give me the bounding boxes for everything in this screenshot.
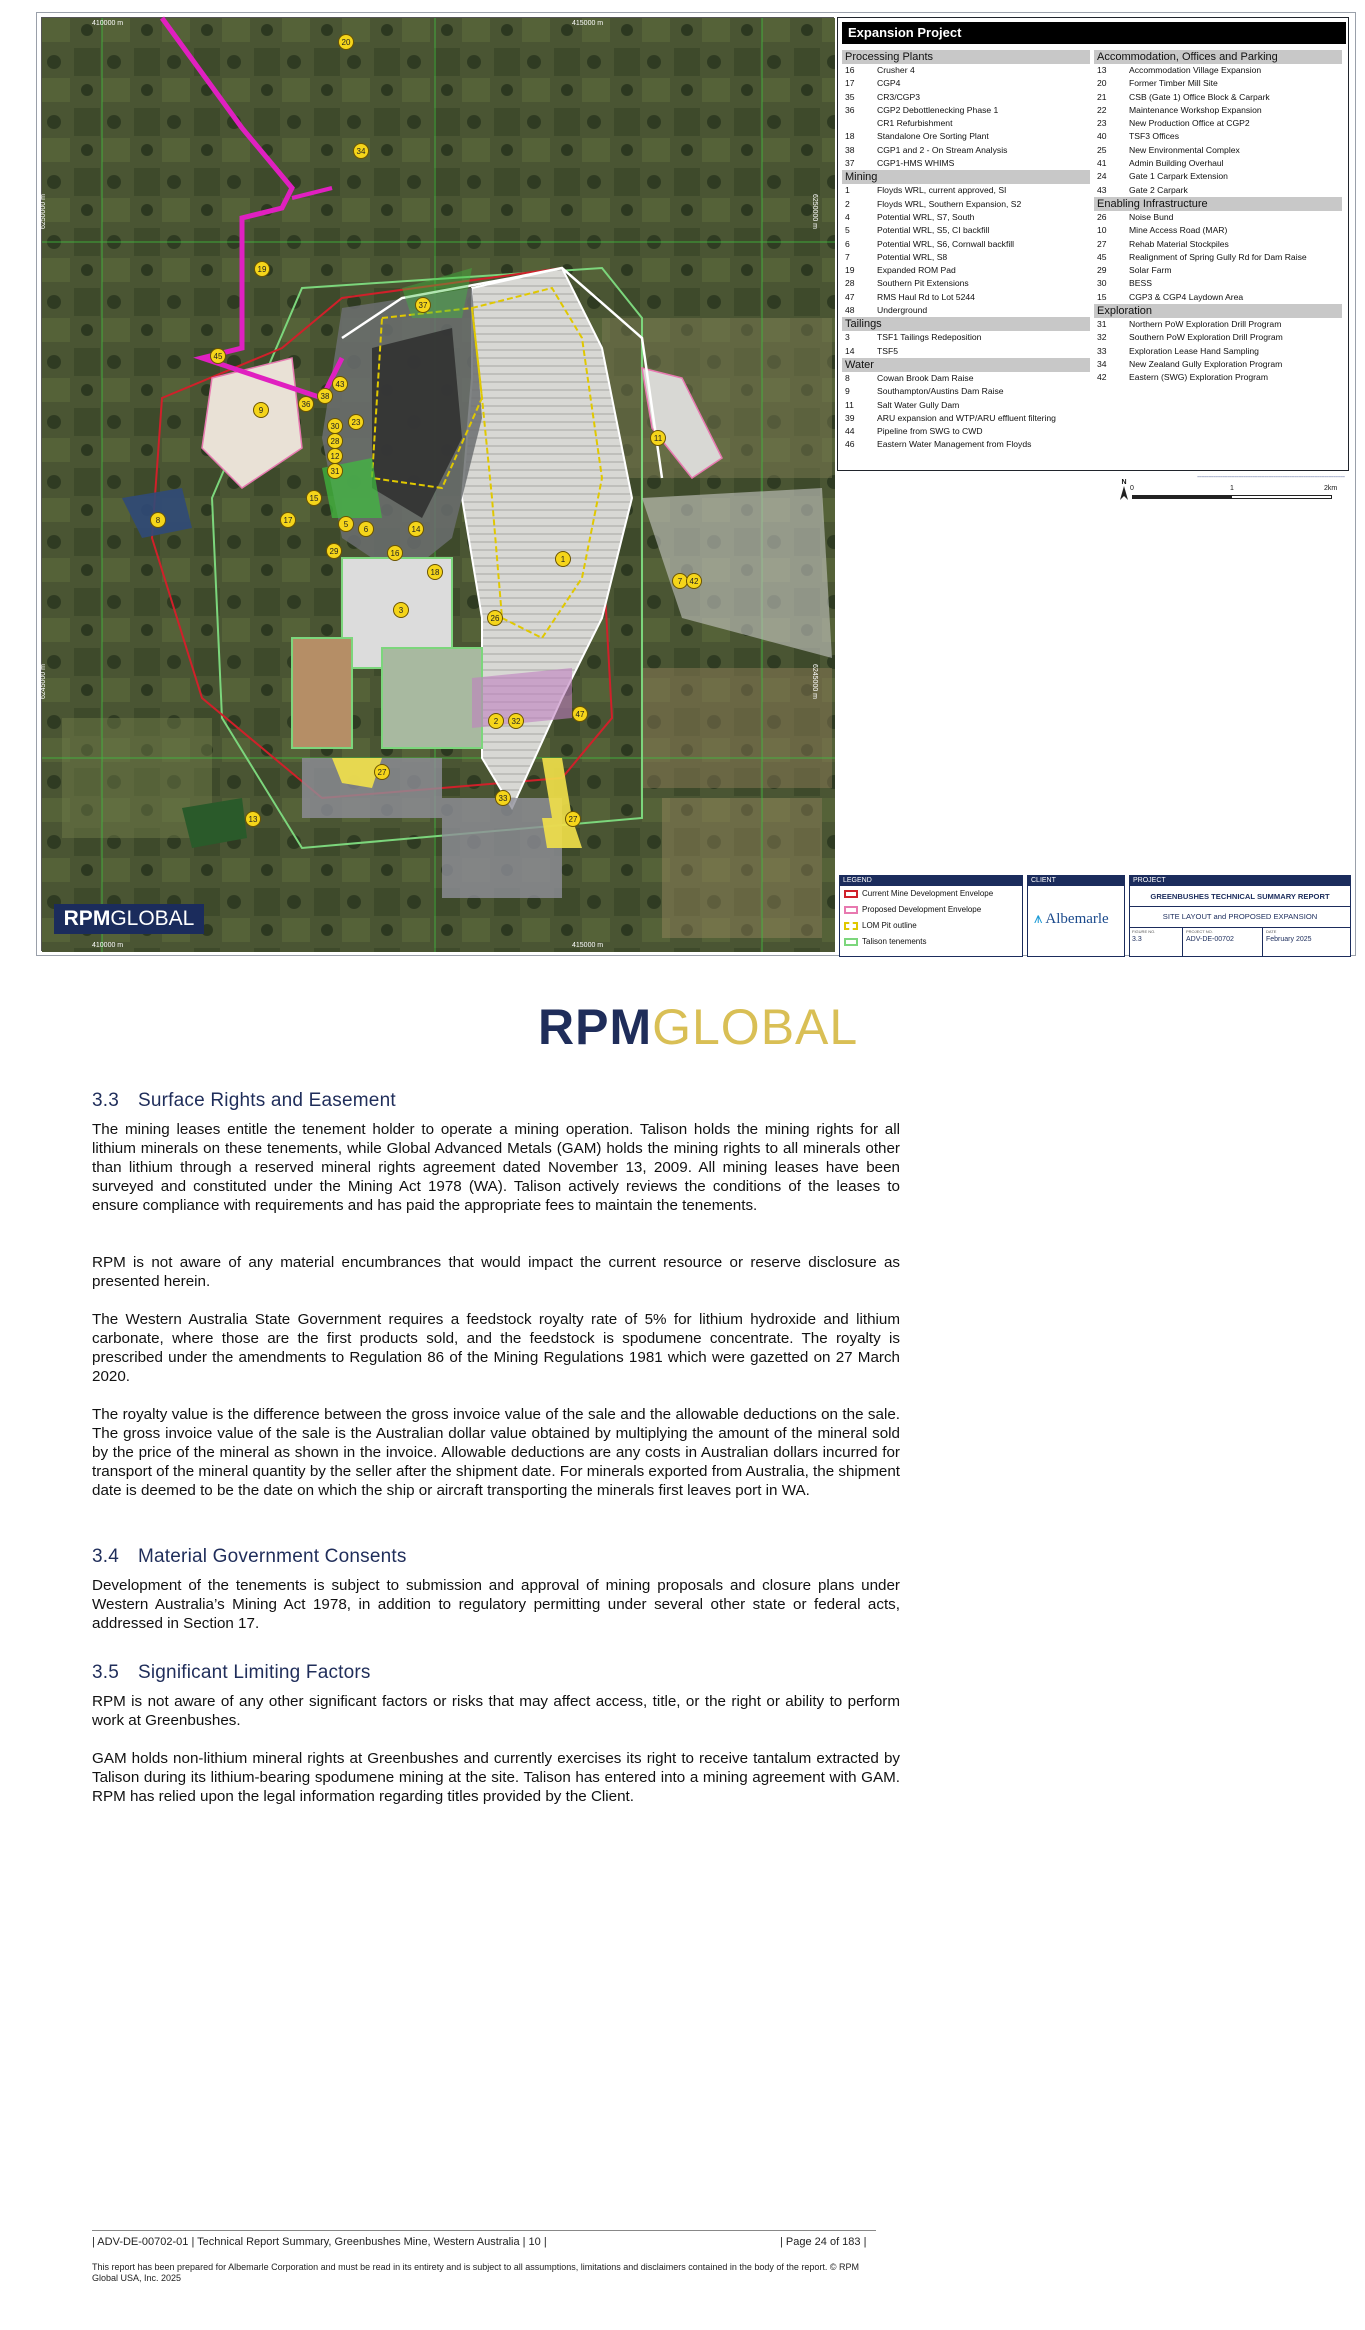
legend-item-label: Admin Building Overhaul — [1129, 158, 1224, 169]
legend-swatch-row — [840, 902, 1022, 918]
map-marker: 3 — [393, 602, 409, 618]
map-marker: 14 — [408, 521, 424, 537]
legend-item — [1094, 345, 1342, 358]
north-label: N — [1121, 479, 1127, 486]
paragraph: The royalty value is the difference between the gross invoice value of the sale and the allowable deductions on the sale. The gross invoice value of the sale is the Australian dollar value obtained by multiplying the amount of the mineral sold by the price of the mineral as shown in the invoice. Allowable deductions are any costs in Australian dollars incurred for transport of the mineral quantity by the seller after the shipment date. For minerals exported from Australia, the shipment date is deemed to be the date on which the ship or aircraft transporting the minerals first leaves port in WA. — [92, 1406, 900, 1499]
scale-mid: 1 — [1230, 485, 1234, 492]
legend-item — [842, 264, 1090, 277]
map-marker: 6 — [358, 521, 374, 537]
legend-item-number: 26 — [1097, 211, 1107, 222]
legend-title: Expansion Project — [842, 22, 1346, 44]
legend-swatch — [844, 922, 858, 930]
legend-item-number: 17 — [845, 78, 855, 89]
legend-item-label: Mine Access Road (MAR) — [1129, 225, 1228, 236]
legend-item-label: Exploration Lease Hand Sampling — [1129, 345, 1259, 356]
legend-section-header: Mining — [842, 170, 1090, 184]
legend-item-number: 22 — [1097, 104, 1107, 115]
legend-item-label: TSF3 Offices — [1129, 131, 1179, 142]
paragraph: RPM is not aware of any material encumbrances that would impact the current resource or reserve disclosure as presented herein. — [92, 1254, 900, 1290]
section-heading-3-5 — [92, 1662, 371, 1684]
title-block-divider — [1182, 928, 1183, 956]
legend-item-label: New Environmental Complex — [1129, 144, 1240, 155]
coord-right-lower: 6245000 m — [811, 663, 819, 700]
legend-item — [842, 425, 1090, 438]
legend-item — [1094, 318, 1342, 331]
legend-item-number: 6 — [845, 238, 850, 249]
legend-item-label: Accommodation Village Expansion — [1129, 65, 1262, 75]
section-title: Significant Limiting Factors — [138, 1662, 371, 1683]
legend-item-label: Potential WRL, S6, Cornwall backfill — [877, 238, 1015, 249]
legend-item-label: Crusher 4 — [877, 65, 915, 75]
legend-item-number: 16 — [845, 65, 855, 75]
figure-side-panel — [837, 17, 1351, 951]
legend-item — [1094, 358, 1342, 371]
legend-item-number: 19 — [845, 265, 855, 276]
legend-item-number: 1 — [845, 185, 850, 196]
legend-item — [842, 331, 1090, 344]
legend-item-label: Eastern (SWG) Exploration Program — [1129, 372, 1268, 383]
map-marker: 1 — [555, 551, 571, 567]
legend-item — [1094, 251, 1342, 264]
map-marker: 45 — [210, 348, 226, 364]
legend-item-label: CGP1 and 2 - On Stream Analysis — [877, 144, 1008, 155]
legend-item-label: Eastern Water Management from Floyds — [877, 439, 1032, 450]
title-block-project — [1129, 875, 1351, 957]
date-label: DATE — [1266, 929, 1277, 934]
legend-item-number: 42 — [1097, 372, 1107, 383]
section-heading-3-4 — [92, 1546, 407, 1568]
legend-item-label: Potential WRL, S7, South — [877, 211, 975, 222]
legend-item — [1094, 170, 1342, 183]
legend-item-number: 30 — [1097, 278, 1107, 289]
coord-top-left: 410000 m — [92, 20, 124, 27]
legend-item — [842, 104, 1090, 117]
map-marker: 13 — [245, 811, 261, 827]
legend-item — [1094, 371, 1342, 384]
legend-item — [842, 438, 1090, 451]
legend-section-header: Tailings — [842, 317, 1090, 331]
legend-item — [842, 251, 1090, 264]
legend-swatch-label: Talison tenements — [862, 937, 927, 946]
legend-item-label: Maintenance Workshop Expansion — [1129, 104, 1262, 115]
scale-start: 0 — [1130, 485, 1134, 492]
scale-bar — [1132, 495, 1332, 499]
legend-item-label: Underground — [877, 305, 928, 316]
legend-item-number: 11 — [845, 399, 854, 410]
map-marker: 36 — [298, 396, 314, 412]
legend-swatch — [844, 906, 858, 914]
legend-item-label: Noise Bund — [1129, 211, 1174, 222]
legend-item-label: CSB (Gate 1) Office Block & Carpark — [1129, 91, 1270, 102]
legend-item-label: Cowan Brook Dam Raise — [877, 372, 974, 383]
legend-item — [842, 77, 1090, 90]
coord-bottom-left: 410000 m — [92, 942, 124, 949]
legend-item-number: 38 — [845, 144, 855, 155]
legend-swatch-label: Current Mine Development Envelope — [862, 889, 994, 898]
map-marker: 2 — [488, 713, 504, 729]
legend-item-number: 27 — [1097, 238, 1107, 249]
legend-item — [1094, 224, 1342, 237]
map-marker: 27 — [374, 764, 390, 780]
coord-bottom-right: 415000 m — [572, 942, 604, 949]
map-marker: 12 — [327, 448, 343, 464]
legend-item-number: 46 — [845, 439, 855, 450]
legend-item — [842, 291, 1090, 304]
legend-item-number: 34 — [1097, 358, 1107, 369]
section-number: 3.3 — [92, 1090, 120, 1111]
legend-item — [842, 399, 1090, 412]
map-marker: 32 — [508, 713, 524, 729]
legend-item-number: 44 — [845, 426, 855, 437]
site-layout-map — [41, 17, 834, 951]
footer-page-number: | Page 24 of 183 | — [780, 2236, 867, 2248]
legend-item — [842, 277, 1090, 290]
title-block-client — [1027, 875, 1125, 957]
section-number: 3.4 — [92, 1546, 120, 1567]
map-marker: 9 — [253, 402, 269, 418]
legend-item-label: BESS — [1129, 278, 1152, 289]
legend-item-label: CGP1-HMS WHIMS — [877, 158, 955, 169]
aerial-imagery — [42, 18, 835, 952]
legend-item-number: 28 — [845, 278, 855, 289]
legend-item-label: Northern PoW Exploration Drill Program — [1129, 319, 1282, 330]
legend-item-number: 35 — [845, 91, 855, 102]
legend-item-label: TSF1 Tailings Redeposition — [877, 332, 982, 343]
legend-item-label: Southampton/Austins Dam Raise — [877, 386, 1004, 397]
client-logo — [1034, 910, 1109, 928]
paragraph: RPM is not aware of any other significant factors or risks that may affect access, title, or the right or ability to perform work at Greenbushes. — [92, 1693, 900, 1729]
legend-section-header: Water — [842, 358, 1090, 372]
drawing-name: SITE LAYOUT and PROPOSED EXPANSION — [1130, 907, 1350, 928]
map-marker: 30 — [327, 418, 343, 434]
legend-item-label: Realignment of Spring Gully Rd for Dam Raise — [1129, 251, 1307, 262]
legend-left-column — [842, 50, 1090, 452]
legend-item — [842, 304, 1090, 317]
map-marker: 34 — [353, 143, 369, 159]
legend-section-header: Accommodation, Offices and Parking — [1094, 50, 1342, 64]
legend-section-header: Processing Plants — [842, 50, 1090, 64]
legend-item — [1094, 184, 1342, 197]
legend-item-label: Potential WRL, S8 — [877, 251, 948, 262]
legend-item-label: CGP4 — [877, 78, 901, 89]
footer-disclaimer: This report has been prepared for Albemarle Corporation and must be read in its entirety and is subject to all assumptions, limitations and disclaimers contained in the body of the report. © RPM Global USA, Inc. 2025 — [92, 2262, 860, 2283]
legend-item-number: 9 — [845, 386, 850, 397]
legend-swatch-label: Proposed Development Envelope — [862, 905, 982, 914]
legend-rows — [840, 886, 1022, 950]
date: February 2025 — [1266, 936, 1312, 943]
legend-item — [1094, 264, 1342, 277]
legend-item-label: CR1 Refurbishment — [877, 118, 953, 129]
logo-global-text: GLOBAL — [652, 999, 859, 1055]
legend-item-label: Solar Farm — [1129, 265, 1172, 276]
legend-item — [842, 385, 1090, 398]
map-marker: 16 — [387, 545, 403, 561]
map-marker: 17 — [280, 512, 296, 528]
legend-item-number: 25 — [1097, 144, 1107, 155]
map-marker: 26 — [487, 610, 503, 626]
scale-end: 2km — [1324, 485, 1338, 492]
legend-item-number: 4 — [845, 211, 850, 222]
legend-item-label: Pipeline from SWG to CWD — [877, 426, 983, 437]
logo-rpm-text: RPM — [538, 999, 653, 1055]
legend-right-column — [1094, 50, 1342, 385]
expansion-legend — [837, 17, 1349, 471]
legend-item — [1094, 211, 1342, 224]
footer-rule — [92, 2230, 876, 2231]
legend-item-label: Expanded ROM Pad — [877, 265, 956, 276]
project-name: GREENBUSHES TECHNICAL SUMMARY REPORT — [1130, 888, 1350, 907]
legend-section-header: Enabling Infrastructure — [1094, 197, 1342, 211]
legend-item — [1094, 291, 1342, 304]
legend-item — [1094, 117, 1342, 130]
paragraph: The mining leases entitle the tenement holder to operate a mining operation. Talison holds the mining rights for all lithium minerals on these tenements, while Global Advanced Metals (GAM) holds the mining rights to all minerals other than lithium through a reserved mineral rights agreement dated November 13, 2009. All mining leases have been surveyed and constituted under the Mining Act 1978 (WA). Talison actively reviews the conditions of the leases to ensure compliance with requirements and has paid the appropriate fees to maintain the tenements. — [92, 1121, 900, 1214]
legend-item-label: Floyds WRL, Southern Expansion, S2 — [877, 198, 1022, 209]
map-marker: 28 — [327, 433, 343, 449]
north-arrow — [1120, 479, 1128, 502]
legend-item — [842, 64, 1090, 77]
map-marker: 19 — [254, 261, 270, 277]
map-marker: 47 — [572, 706, 588, 722]
legend-swatch-row — [840, 886, 1022, 902]
project-no-label: PROJECT NO. — [1186, 929, 1213, 934]
title-block-divider — [1262, 928, 1263, 956]
project-label: PROJECT — [1130, 876, 1350, 886]
legend-swatch-label: LOM Pit outline — [862, 921, 917, 930]
legend-item-number: 36 — [845, 104, 855, 115]
paragraph: Development of the tenements is subject to submission and approval of mining proposals and closure plans under Western Australia’s Mining Act 1978, in addition to regulatory permitting under several other state or federal acts, addressed in Section 17. — [92, 1577, 900, 1632]
legend-section-header: Exploration — [1094, 304, 1342, 318]
legend-item — [1094, 331, 1342, 344]
legend-item — [842, 184, 1090, 197]
client-label: CLIENT — [1028, 876, 1124, 886]
legend-item-number: 10 — [1097, 225, 1107, 236]
legend-item-label: CR3/CGP3 — [877, 91, 920, 102]
legend-item-label: New Production Office at CGP2 — [1129, 118, 1250, 129]
legend-item — [842, 372, 1090, 385]
legend-item-label: New Zealand Gully Exploration Program — [1129, 358, 1283, 369]
legend-item-number: 40 — [1097, 131, 1107, 142]
legend-item — [842, 211, 1090, 224]
project-no: ADV-DE-00702 — [1186, 936, 1234, 943]
paragraph: GAM holds non-lithium mineral rights at Greenbushes and currently exercises its right to receive tantalum extracted by Talison during its lithium-bearing spodumene mining at the site. Talison has entered into a mining agreement with GAM. RPM has relied upon the legal information regarding titles provided by the Client. — [92, 1750, 900, 1805]
logo-rpm-text: RPM — [63, 907, 111, 930]
title-block-legend — [839, 875, 1023, 957]
map-marker: 15 — [306, 490, 322, 506]
legend-item — [842, 117, 1090, 130]
legend-swatch-row — [840, 934, 1022, 950]
scale-bar-fill — [1133, 496, 1232, 498]
albemarle-mark-icon: ⩚ — [1034, 911, 1043, 927]
legend-item-number: 33 — [1097, 345, 1107, 356]
legend-item-label: Salt Water Gully Dam — [877, 399, 960, 410]
coord-right-upper: 6250000 m — [811, 193, 819, 230]
section-heading-3-3 — [92, 1090, 396, 1112]
legend-item-label: Former Timber Mill Site — [1129, 78, 1218, 89]
map-marker: 31 — [327, 463, 343, 479]
legend-item — [842, 130, 1090, 143]
map-marker: 38 — [317, 388, 333, 404]
legend-item-number: 18 — [845, 131, 855, 142]
rpm-global-header-logo — [538, 998, 858, 1056]
map-marker: 5 — [338, 516, 354, 532]
coord-left-lower: 6245000 m — [40, 663, 48, 700]
legend-item-number: 24 — [1097, 171, 1107, 182]
legend-item — [1094, 130, 1342, 143]
legend-item-label: Floyds WRL, current approved, SI — [877, 185, 1007, 196]
figure-no-label: FIGURE NO. — [1132, 929, 1156, 934]
legend-item — [1094, 238, 1342, 251]
legend-item-label: Gate 2 Carpark — [1129, 184, 1188, 195]
legend-item-label: Standalone Ore Sorting Plant — [877, 131, 989, 142]
legend-item-label: Rehab Material Stockpiles — [1129, 238, 1229, 249]
legend-item — [1094, 91, 1342, 104]
map-marker: 8 — [150, 512, 166, 528]
map-marker: 7 — [672, 573, 688, 589]
legend-swatch — [844, 938, 858, 946]
north-arrow-icon — [1120, 486, 1128, 500]
legend-item — [842, 157, 1090, 170]
legend-item-label: Southern Pit Extensions — [877, 278, 969, 289]
legend-swatch-row — [840, 918, 1022, 934]
map-marker: 18 — [427, 564, 443, 580]
legend-label: LEGEND — [840, 876, 1022, 886]
section-number: 3.5 — [92, 1662, 120, 1683]
legend-item-number: 31 — [1097, 319, 1107, 330]
legend-item-number: 3 — [845, 332, 850, 343]
legend-item — [842, 412, 1090, 425]
map-marker: 27 — [565, 811, 581, 827]
legend-swatch — [844, 890, 858, 898]
legend-item — [1094, 104, 1342, 117]
legend-item-label: Potential WRL, S5, CI backfill — [877, 225, 990, 236]
legend-item-number: 5 — [845, 225, 850, 236]
legend-item-number: 13 — [1097, 65, 1107, 75]
legend-item-number: 29 — [1097, 265, 1107, 276]
legend-item-number: 21 — [1097, 91, 1107, 102]
legend-item-label: ARU expansion and WTP/ARU effluent filtering — [877, 412, 1056, 423]
figure-no: 3.3 — [1132, 936, 1142, 943]
paragraph: The Western Australia State Government requires a feedstock royalty rate of 5% for lithium hydroxide and lithium carbonate, where those are the first products sold, and the feedstock is spodumene concentrate. The royalty is prescribed under the amendments to Regulation 86 of the Mining Regulations 1981 which were gazetted on 27 March 2020. — [92, 1311, 900, 1385]
logo-global-text: GLOBAL — [110, 907, 195, 930]
legend-item — [1094, 144, 1342, 157]
map-marker: 11 — [650, 430, 666, 446]
legend-item-label: Gate 1 Carpark Extension — [1129, 171, 1228, 182]
legend-item — [1094, 277, 1342, 290]
map-marker: 37 — [415, 297, 431, 313]
legend-item — [842, 144, 1090, 157]
legend-item — [842, 345, 1090, 358]
legend-item-number: 8 — [845, 372, 850, 383]
map-marker: 23 — [348, 414, 364, 430]
map-marker: 33 — [495, 790, 511, 806]
legend-item — [842, 91, 1090, 104]
legend-item — [1094, 64, 1342, 77]
legend-item-label: TSF5 — [877, 345, 899, 356]
legend-item-number: 15 — [1097, 291, 1107, 302]
legend-item-number: 20 — [1097, 78, 1107, 89]
legend-item — [842, 198, 1090, 211]
legend-item-number: 37 — [845, 158, 855, 169]
legend-item — [842, 238, 1090, 251]
legend-item-label: RMS Haul Rd to Lot 5244 — [877, 291, 975, 302]
coord-left-upper: 6250000 m — [40, 193, 48, 230]
legend-item — [1094, 77, 1342, 90]
legend-item — [842, 224, 1090, 237]
legend-item-number: 7 — [845, 251, 850, 262]
legend-item-number: 47 — [845, 291, 855, 302]
legend-item-number: 48 — [845, 305, 855, 316]
legend-item-number: 23 — [1097, 118, 1107, 129]
legend-item — [1094, 157, 1342, 170]
legend-item-number: 41 — [1097, 158, 1107, 169]
coord-top-right: 415000 m — [572, 20, 604, 27]
footer-left: | ADV-DE-00702-01 | Technical Report Summary, Greenbushes Mine, Western Australia | 10 | — [92, 2236, 547, 2248]
rpm-global-logo — [54, 904, 204, 934]
legend-item-number: 39 — [845, 412, 855, 423]
legend-item-number: 45 — [1097, 251, 1107, 262]
section-title: Material Government Consents — [138, 1546, 407, 1567]
legend-item-number: 32 — [1097, 332, 1107, 343]
site-layout-figure — [36, 12, 1356, 956]
legend-item-label: CGP2 Debottlenecking Phase 1 — [877, 104, 999, 115]
section-title: Surface Rights and Easement — [138, 1090, 396, 1111]
map-marker: 43 — [332, 376, 348, 392]
legend-item-label: CGP3 & CGP4 Laydown Area — [1129, 291, 1244, 302]
legend-item-number: 14 — [845, 345, 855, 356]
legend-item-label: Southern PoW Exploration Drill Program — [1129, 332, 1283, 343]
map-marker: 20 — [338, 34, 354, 50]
client-name: Albemarle — [1045, 911, 1109, 927]
map-source-note: ━━━━━━━━━━━━━━━━━━━━━━━━━━━━━━━━━━━━━━━━━━━━━━━━━━━━━━━━━━━━━━━━ — [1197, 475, 1345, 479]
map-marker: 42 — [686, 573, 702, 589]
legend-item-number: 2 — [845, 198, 850, 209]
map-marker: 29 — [326, 543, 342, 559]
legend-item-number: 43 — [1097, 184, 1107, 195]
